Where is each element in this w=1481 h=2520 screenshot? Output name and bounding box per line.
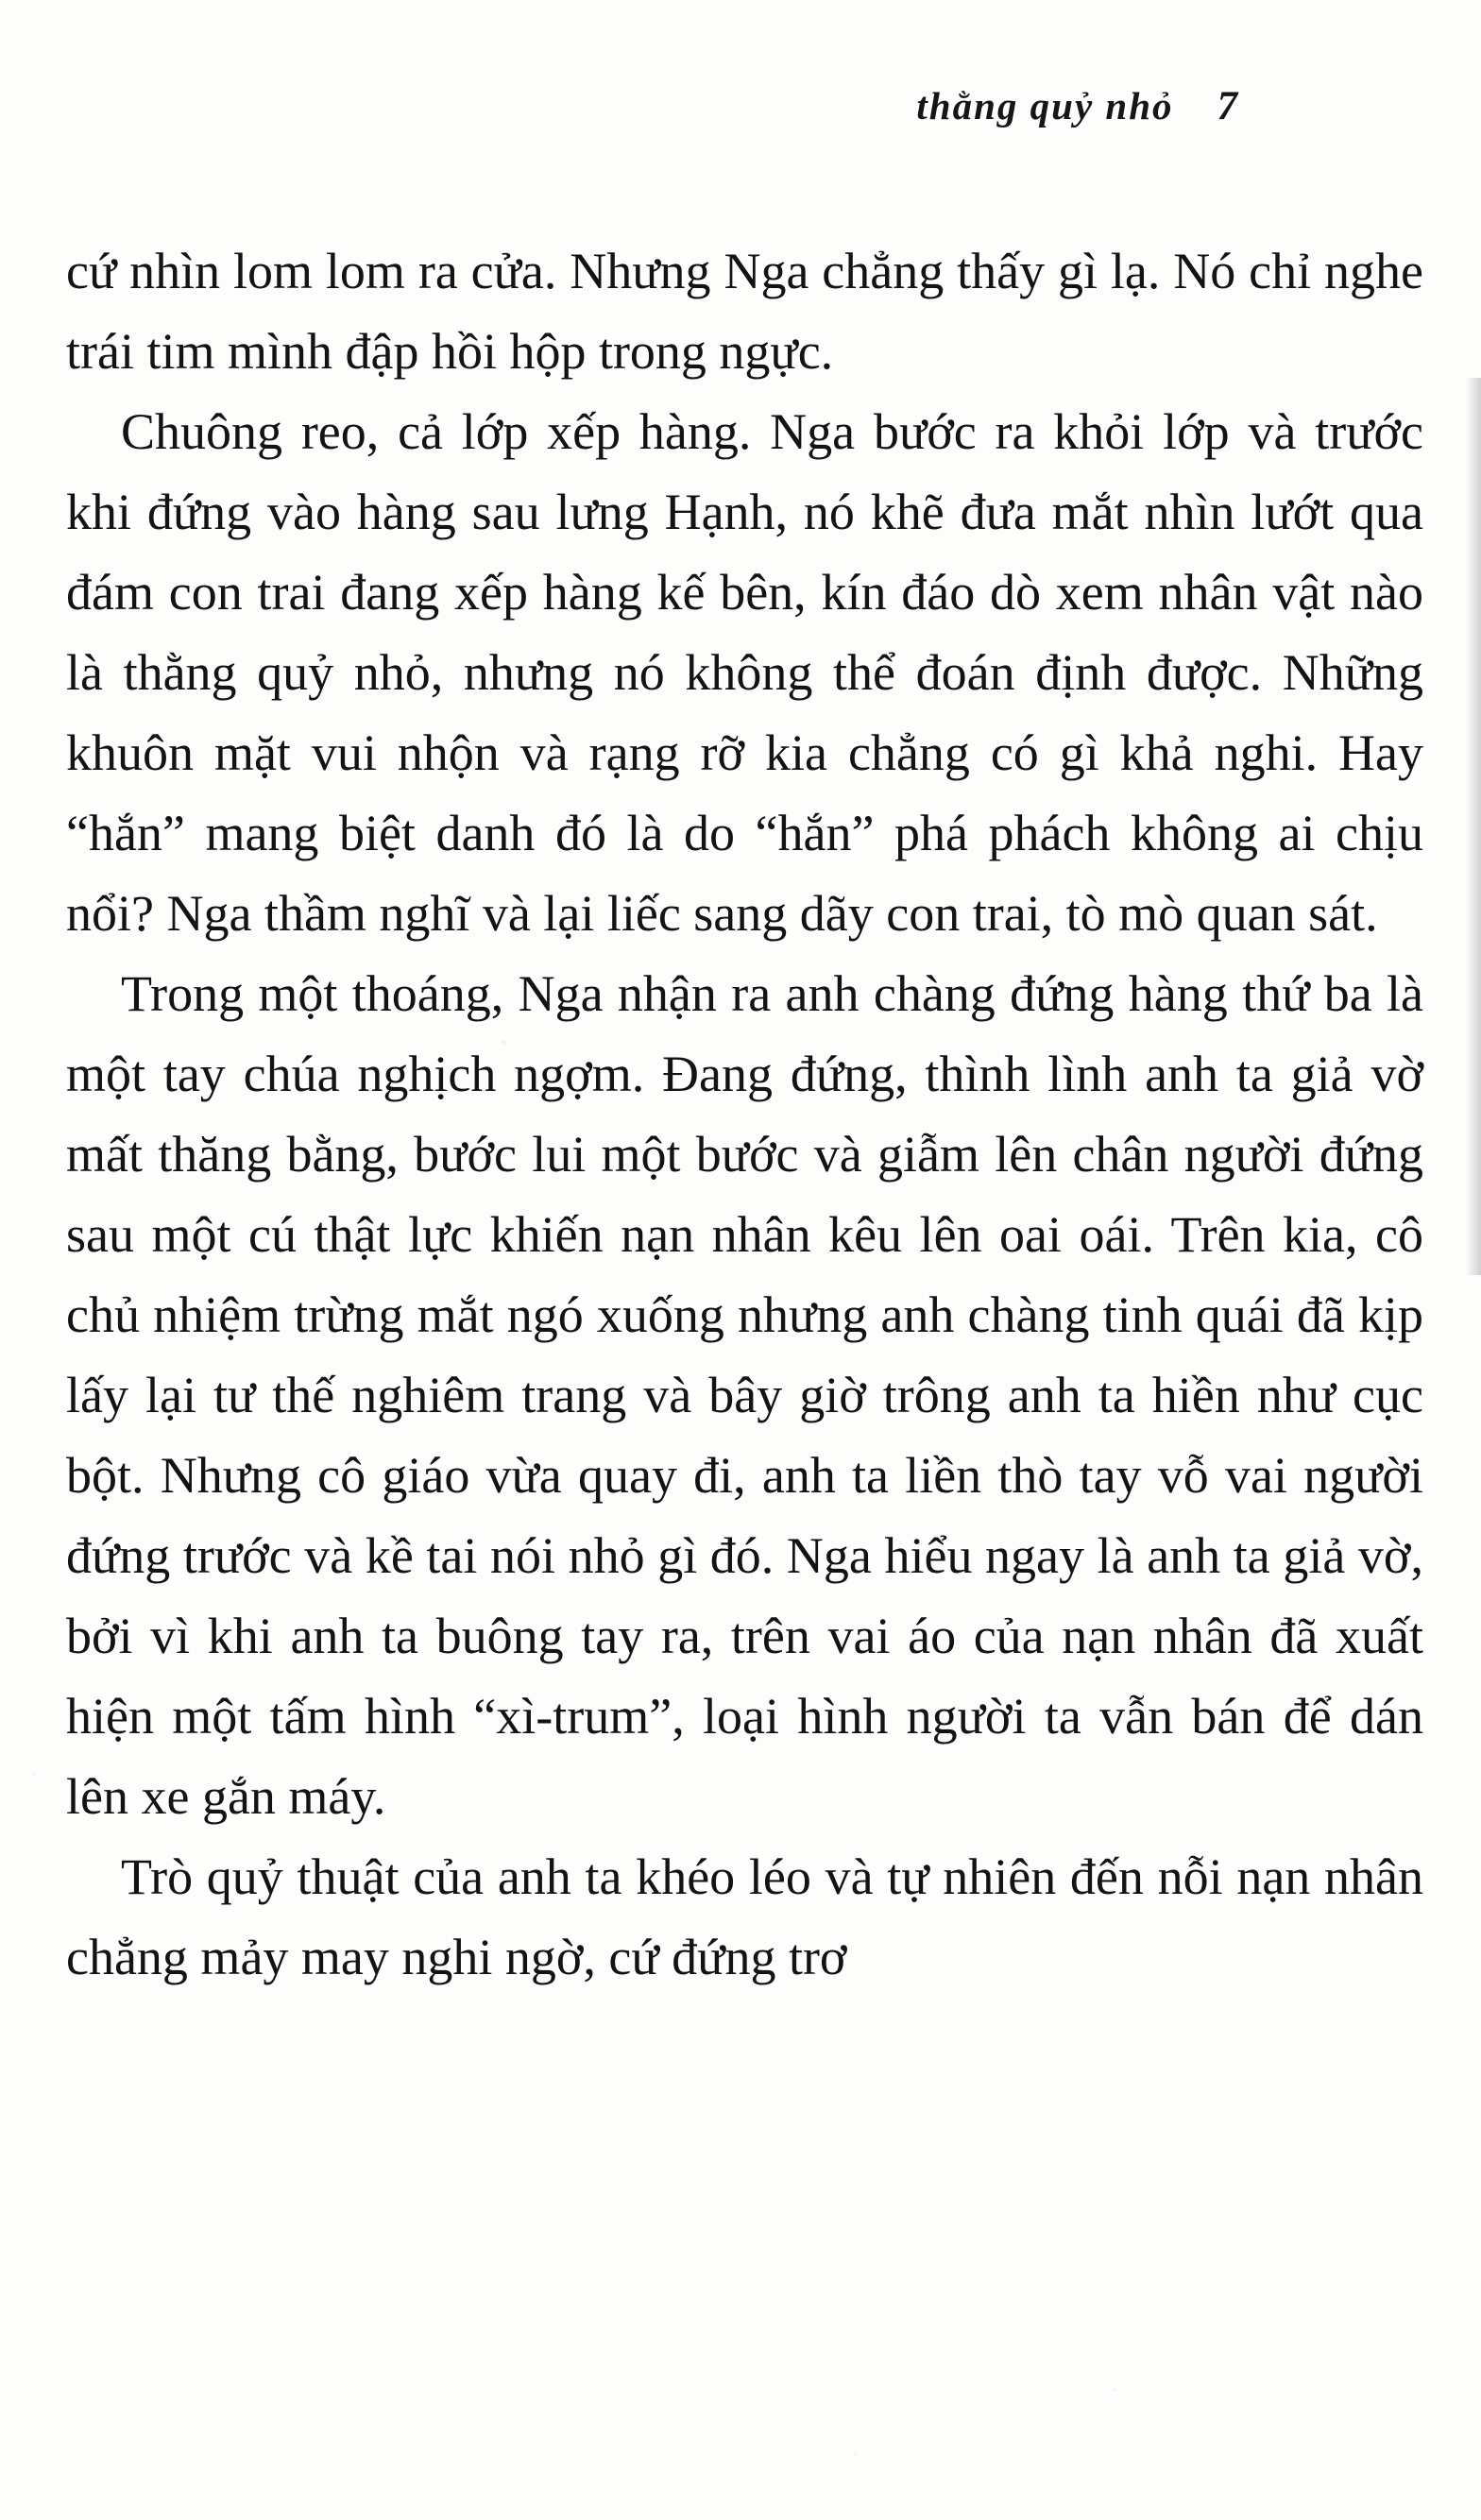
paragraph: Chuông reo, cả lớp xếp hàng. Nga bước ra khỏi lớp và trước khi đứng vào hàng sau lưng Hạnh, nó khẽ đưa mắt nhìn lướt qua đám con trai đang xếp hàng kế bên, kín đáo dò xem nhân vật nào là thằng quỷ nhỏ, nhưng nó không thể đoán định được. Những khuôn mặt vui nhộn và rạng rỡ kia chẳng có gì khả nghi. Hay “hắn” mang biệt danh đó là do “hắn” phá phách không ai chịu nổi? Nga thầm nghĩ và lại liếc sang dãy con trai, tò mò quan sát. — [66, 403, 1423, 942]
page-number: 7 — [1217, 84, 1237, 128]
running-title: thằng quỷ nhỏ — [916, 84, 1174, 128]
paragraph-continuation: cứ nhìn lom lom ra cửa. Nhưng Nga chẳng thấy gì lạ. Nó chỉ nghe trái tim mình đập hồi hộp trong ngực. — [66, 243, 1423, 380]
page-header — [0, 0, 1481, 129]
paragraph: Trò quỷ thuật của anh ta khéo léo và tự nhiên đến nỗi nạn nhân chẳng mảy may nghi ngờ, cứ đứng trơ — [66, 1848, 1423, 1985]
page-body — [0, 231, 1481, 1998]
paragraph: Trong một thoáng, Nga nhận ra anh chàng đứng hàng thứ ba là một tay chúa nghịch ngợm. Đang đứng, thình lình anh ta giả vờ mất thăng bằng, bước lui một bước và giẫm lên chân người đứng sau một cú thật lực khiến nạn nhân kêu lên oai oái. Trên kia, cô chủ nhiệm trừng mắt ngó xuống nhưng anh chàng tinh quái đã kịp lấy lại tư thế nghiêm trang và bây giờ trông anh ta hiền như cục bột. Nhưng cô giáo vừa quay đi, anh ta liền thò tay vỗ vai người đứng trước và kề tai nói nhỏ gì đó. Nga hiểu ngay là anh ta giả vờ, bởi vì khi anh ta buông tay ra, trên vai áo của nạn nhân đã xuất hiện một tấm hình “xì-trum”, loại hình người ta vẫn bán để dán lên xe gắn máy. — [66, 965, 1423, 1825]
